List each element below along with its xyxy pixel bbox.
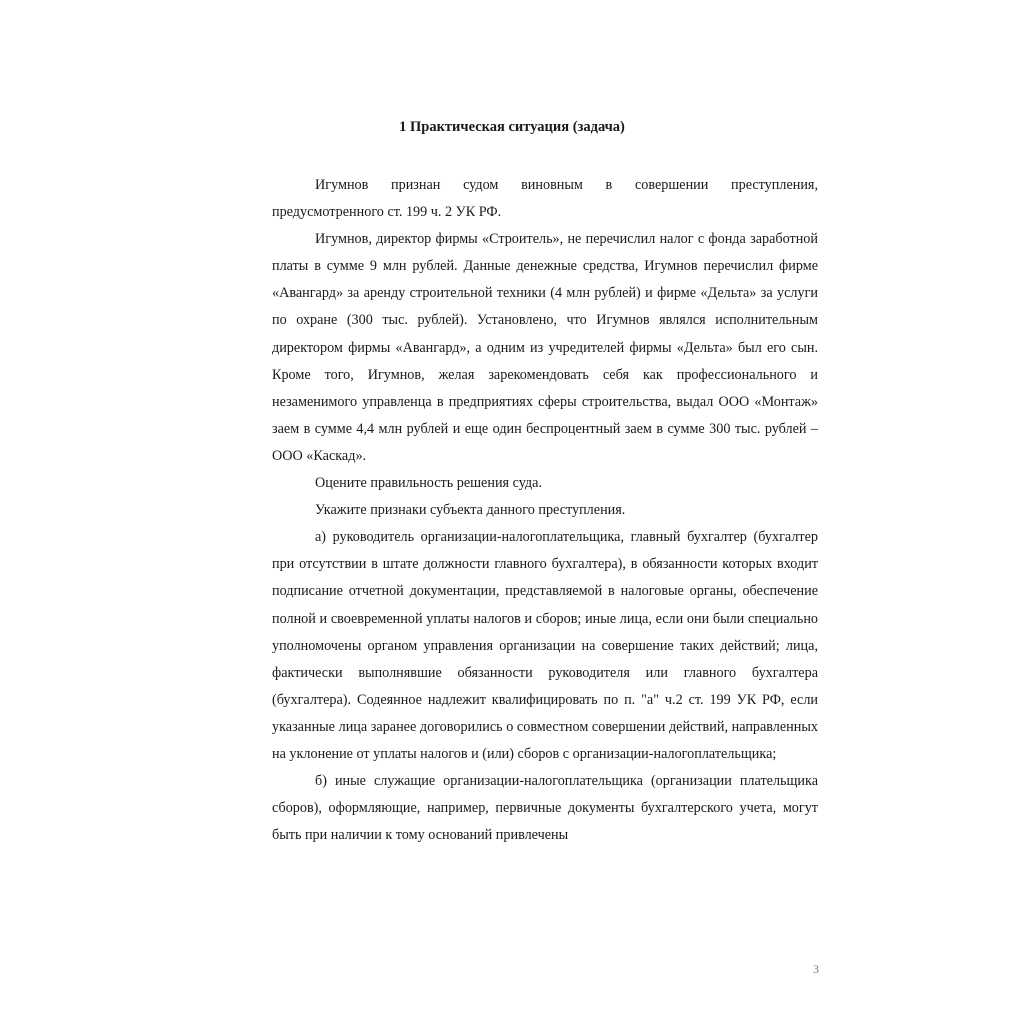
- paragraph-task-evaluate: Оцените правильность решения суда.: [315, 475, 542, 492]
- document-body: [272, 172, 818, 849]
- paragraph-option-b: б) иные служащие организации-налогоплательщика (организации плательщика сборов), оформляющие, например, первичные документы бухгалтерского учета, могут быть при наличии к тому оснований привлечены: [272, 773, 818, 844]
- paragraph-option-a: а) руководитель организации-налогоплательщика, главный бухгалтер (бухгалтер при отсутствии в штате должности главного бухгалтера), в обязанности которых входит подписание отчетной документации, представляемой в налоговые органы, обеспечение полной и своевременной уплаты налогов и сборов; иные лица, если они были специально уполномочены органом управления организации на совершение таких действий; лица, фактически выполнявшие обязанности руководителя или главного бухгалтера (бухгалтера). Содеянное надлежит квалифицировать по п. "а" ч.2 ст. 199 УК РФ, если указанные лица заранее договорились о совместном совершении действий, направленных на уклонение от уплаты налогов и (или) сборов с организации-налогоплательщика;: [272, 529, 818, 762]
- page-number: 3: [813, 962, 819, 976]
- paragraph-verdict: Игумнов признан судом виновным в совершении преступления, предусмотренного ст. 199 ч. 2 УК РФ.: [272, 177, 818, 221]
- paragraph-case-facts: Игумнов, директор фирмы «Строитель», не перечислил налог с фонда заработной платы в сумме 9 млн рублей. Данные денежные средства, Игумнов перечислил фирме «Авангард» за аренду строительной техники (4 млн рублей) и фирме «Дельта» за услуги по охране (300 тыс. рублей). Установлено, что Игумнов являлся исполнительным директором фирмы «Авангард», а одним из учредителей фирмы «Дельта» был его сын. Кроме того, Игумнов, желая зарекомендовать себя как профессионального и незаменимого управленца в предприятиях сферы строительства, выдал ООО «Монтаж» заем в сумме 4,4 млн рублей и еще один беспроцентный заем в сумме 300 тыс. рублей – ООО «Каскад».: [272, 231, 818, 464]
- page-title: 1 Практическая ситуация (задача): [399, 119, 625, 135]
- paragraph-task-subject: Укажите признаки субъекта данного преступления.: [315, 502, 626, 519]
